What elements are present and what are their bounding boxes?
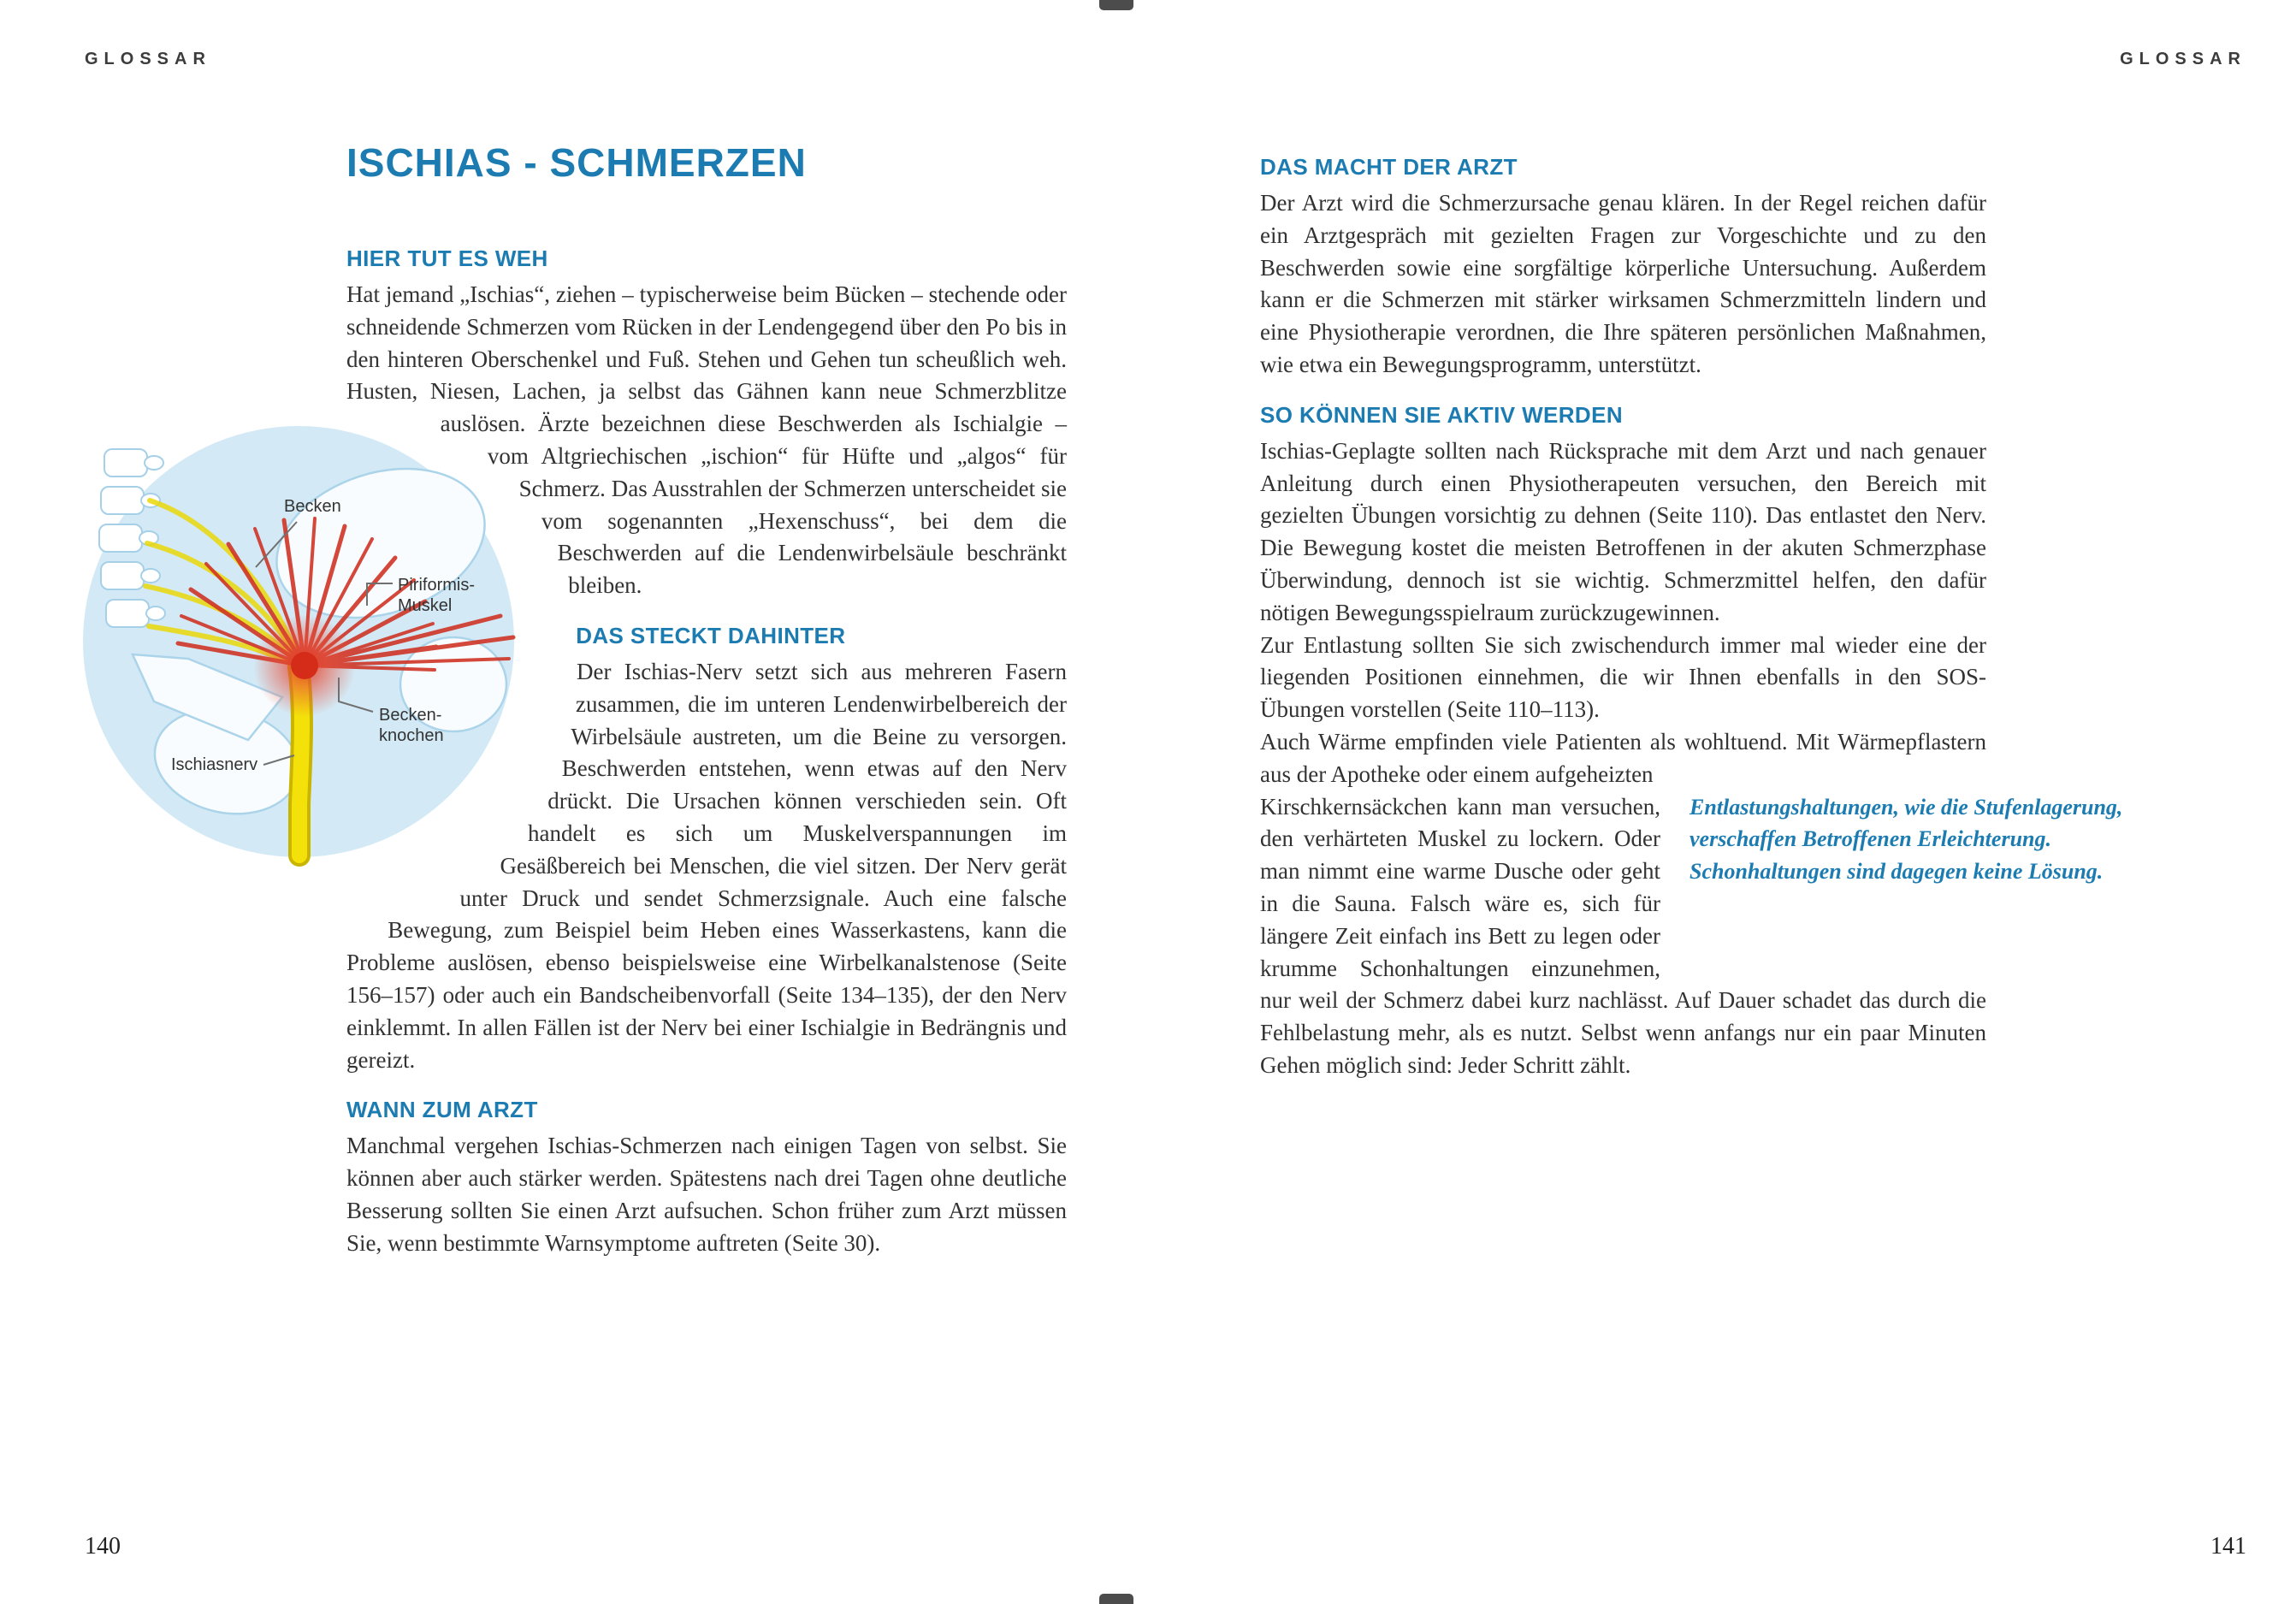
section-heading-hier-tut-es-weh: HIER TUT ES WEH <box>346 246 548 271</box>
section-heading-so-koennen-sie-aktiv-werden: SO KÖNNEN SIE AKTIV WERDEN <box>1260 401 1624 428</box>
left-text-column <box>346 141 1067 1260</box>
binding-mark-bottom <box>1099 1594 1133 1604</box>
page-title: ISCHIAS - SCHMERZEN <box>346 140 807 185</box>
section-text-hier-tut-es-weh: Hat jemand „Ischias“, ziehen – typischerweise beim Bücken – stechende oder schneidende Schmerzen vom Rücken in der Lendengegend über den Po bis in den hinteren Oberschenkel und Fuß. Stehen und Gehen tun scheußlich weh. Husten, Niesen, Lachen, ja selbst das Gähnen kann neue Schmerzblitze auslösen. Ärzte bezeichnen diese Beschwerden als Ischialgie – vom Altgriechischen „ischion“ für Hüfte und „algos“ für Schmerz. Das Ausstrahlen der Schmerzen unterscheidet sie vom sogenannten „Hexenschuss“, bei dem die Beschwerden auf die Lendenwirbelsäule beschränkt bleiben. <box>346 281 1067 599</box>
section-text-aktiv-para2: Zur Entlastung sollten Sie sich zwischendurch immer mal wieder eine der liegenden Positionen einnehmen, die wir Ihnen ebenfalls in den SOS-Übungen vorstellen (Seite 110–113). <box>1260 631 1986 723</box>
running-head-right: GLOSSAR <box>2120 50 2246 68</box>
pain-point <box>291 652 318 679</box>
pull-quote-line1: Entlastungshaltungen, wie die Stufenlagerung, <box>1689 794 2123 820</box>
label-piriformis-line1: Piriformis- <box>398 576 475 595</box>
running-head-left: GLOSSAR <box>85 50 211 68</box>
section-heading-das-macht-der-arzt: DAS MACHT DER ARZT <box>1260 154 1518 180</box>
pull-quote-line3: Schonhaltungen sind dagegen keine Lösung. <box>1689 859 2104 885</box>
pull-quote <box>1689 791 2211 953</box>
section-text-wann-zum-arzt: Manchmal vergehen Ischias-Schmerzen nach einigen Tagen von selbst. Sie können aber auch stärker werden. Spätestens nach drei Tagen ohne deutliche Besserung sollten Sie einen Arzt aufsuchen. Schon früher zum Arzt müssen Sie, wenn bestimmte Warnsymptome auftreten (Seite 30). <box>346 1133 1067 1256</box>
label-beckenknochen-line1: Becken- <box>379 706 442 725</box>
binding-mark-top <box>1099 0 1133 10</box>
label-beckenknochen-line2: knochen <box>379 726 444 745</box>
section-text-aktiv-para3-rest: Kirschkernsäckchen kann man versuchen, den verhärteten Muskel zu lockern. Oder man nimmt eine warme Dusche oder geht in die Sauna. Falsch wäre es, sich für längere Zeit einfach ins Bett zu legen oder krumme Schonhaltungen einzunehmen, nur weil der Schmerz dabei kurz nachlässt. Auf Dauer schadet das durch die Fehlbelastung mehr, als es nutzt. Selbst wenn anfangs nur ein paar Minuten Gehen möglich sind: Jeder Schritt zählt. <box>1260 793 1986 1078</box>
section-text-aktiv-para3-intro: Auch Wärme empfinden viele Patienten als wohltuend. Mit Wärmepflastern aus der Apotheke oder einem aufgeheizten <box>1260 728 1986 787</box>
section-text-das-macht-der-arzt: Der Arzt wird die Schmerzursache genau klären. In der Regel reichen dafür ein Arztgespräch mit gezielten Fragen zur Vorgeschichte und zu den Beschwerden sowie eine sorgfältige körperliche Untersuchung. Außerdem kann er die Schmerzen mit stärker wirksamen Schmerzmitteln lindern und eine Physiotherapie verordnen, die Ihre späteren persönlichen Maßnahmen, wie etwa ein Bewegungsprogramm, unterstützt. <box>1260 190 1986 377</box>
label-piriformis-line2: Muskel <box>398 596 453 615</box>
section-heading-das-steckt-dahinter: DAS STECKT DAHINTER <box>576 622 846 648</box>
label-ischiasnerv: Ischiasnerv <box>171 755 258 774</box>
page-number-right: 141 <box>2210 1533 2246 1560</box>
pull-quote-line2: verschaffen Betroffenen Erleichterung. <box>1689 826 2051 852</box>
section-text-das-steckt-dahinter: Der Ischias-Nerv setzt sich aus mehreren Fasern zusammen, die im unteren Lendenwirbelbereich der Wirbelsäule austreten, um die Beine zu versorgen. Beschwerden entstehen, wenn etwas auf den Nerv drückt. Die Ursachen können verschieden sein. Oft handelt es sich um Muskelverspannungen im Gesäßbereich bei Menschen, die viel sitzen. Der Nerv gerät unter Druck und sendet Schmerzsignale. Auch eine falsche Bewegung, zum Beispiel beim Heben eines Wasserkastens, kann die Probleme auslösen, ebenso beispielsweise eine Wirbelkanalstenose (Seite 156–157) oder auch ein Bandscheibenvorfall (Seite 134–135), der den Nerv einklemmt. In allen Fällen ist der Nerv bei einer Ischialgie in Bedrängnis und gereizt. <box>346 658 1067 1073</box>
right-text-column <box>1260 154 2123 1082</box>
section-text-aktiv-para1: Ischias-Geplagte sollten nach Rücksprache mit dem Arzt und nach genauer Anleitung durch einen Physiotherapeuten versuchen, den Bereich mit gezielten Übungen vorsichtig zu dehnen (Seite 110). Das entlastet den Nerv. Die Bewegung kostet die meisten Betroffenen in der akuten Schmerzphase Überwindung, dennoch ist sie wichtig. Schmerzmittel helfen, den dafür nötigen Bewegungsspielraum zurückzugewinnen. <box>1260 437 1986 625</box>
label-becken: Becken <box>284 497 341 516</box>
section-heading-wann-zum-arzt: WANN ZUM ARZT <box>346 1097 538 1123</box>
page-number-left: 140 <box>85 1533 121 1560</box>
